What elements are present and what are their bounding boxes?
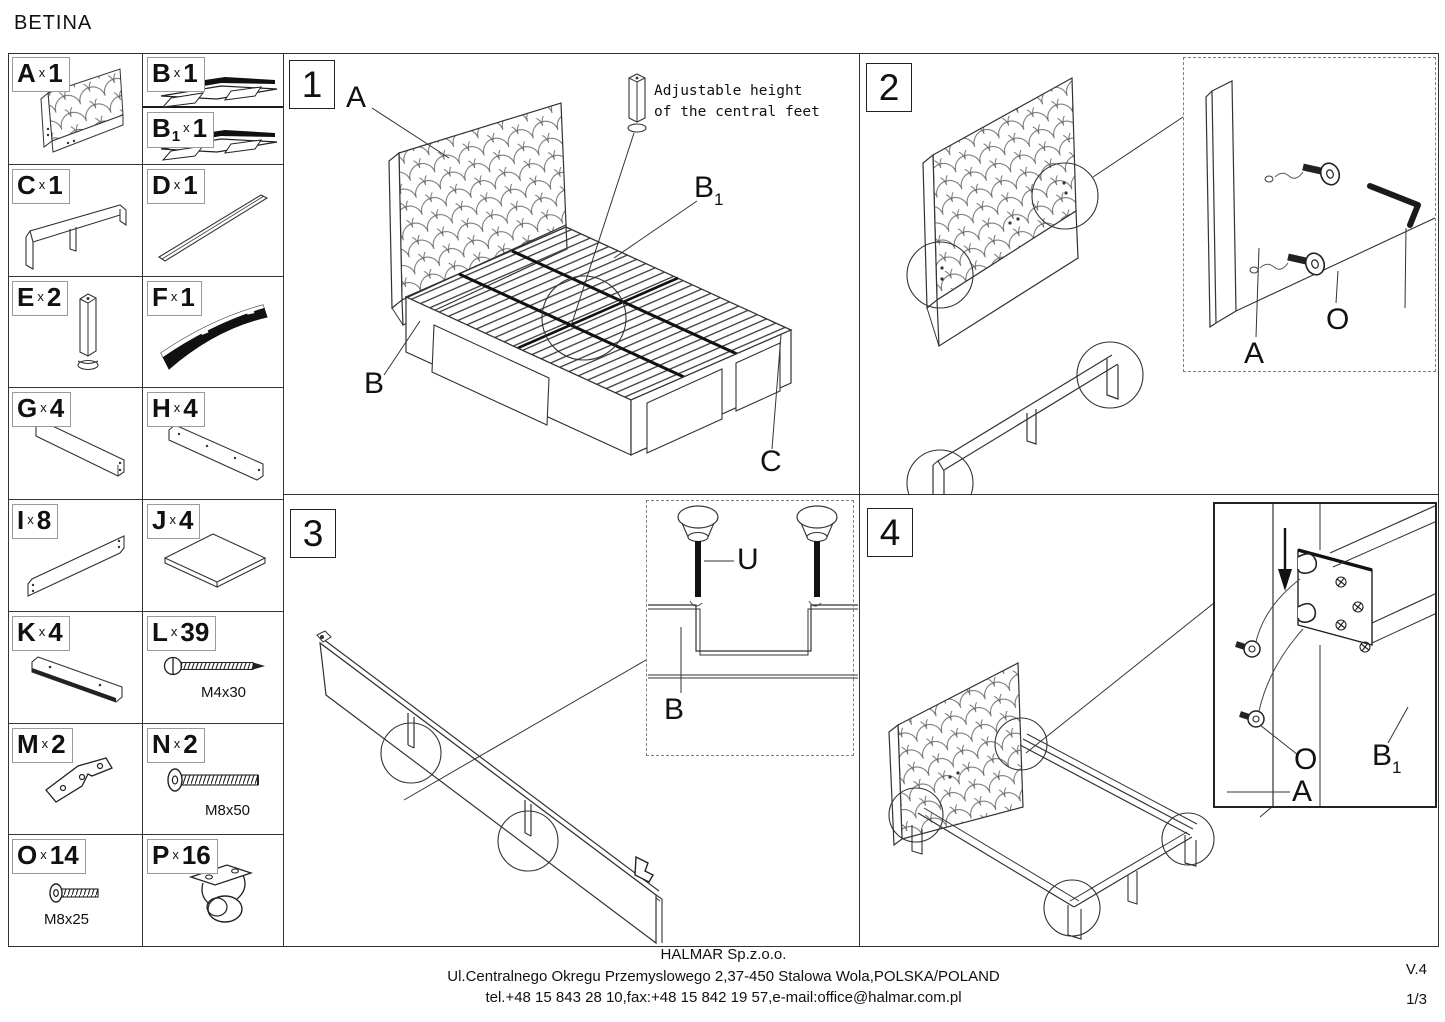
company-contact: tel.+48 15 843 28 10,fax:+48 15 842 19 57,e-mail:office@halmar.com.pl bbox=[485, 989, 962, 1006]
part-badge-e: E $^x$ 2 bbox=[12, 281, 68, 316]
bolt-size-label: M8x50 bbox=[205, 801, 251, 819]
callout-o: O bbox=[1326, 303, 1350, 336]
part-cell-l bbox=[143, 612, 283, 724]
adjustable-feet-note: Adjustable height of the central feet bbox=[654, 83, 820, 120]
part-subcell-b bbox=[143, 53, 283, 108]
step1-number: 1 bbox=[289, 60, 335, 109]
part-badge-j: J $^x$ 4 bbox=[147, 504, 200, 539]
step3-drawing bbox=[284, 495, 860, 946]
page-number: 1/3 bbox=[1406, 991, 1427, 1008]
callout-o: O bbox=[1294, 743, 1318, 776]
part-badge-m: M $^x$ 2 bbox=[12, 728, 73, 763]
screw-size-label: M4x30 bbox=[201, 683, 247, 701]
page-title: BETINA bbox=[14, 12, 93, 34]
part-badge-f: F $^x$ 1 bbox=[147, 281, 202, 316]
step2-number: 2 bbox=[866, 63, 912, 112]
part-badge-n: N $^x$ 2 bbox=[147, 728, 205, 763]
callout-b1: $B_1$ bbox=[694, 171, 724, 209]
part-badge-g: G $^x$ 4 bbox=[12, 392, 71, 427]
step2-panel bbox=[860, 53, 1439, 495]
callout-b: B bbox=[664, 693, 685, 726]
callout-a: A bbox=[1292, 775, 1313, 808]
part-badge-b: B $^x$ 1 bbox=[147, 57, 205, 92]
part-badge-c: C $^x$ 1 bbox=[12, 169, 70, 204]
footer bbox=[8, 944, 1439, 1009]
bolt-size-label: M8x25 bbox=[44, 911, 90, 929]
callout-a: A bbox=[1244, 337, 1265, 370]
part-cell-m bbox=[8, 724, 143, 836]
part-cell-g bbox=[8, 388, 143, 500]
part-cell-o bbox=[8, 835, 143, 947]
part-badge-p: P $^x$ 16 bbox=[147, 839, 218, 874]
step4-panel bbox=[860, 495, 1439, 947]
part-cell-p bbox=[143, 835, 283, 947]
callout-a: A bbox=[346, 81, 367, 114]
step4-drawing bbox=[860, 495, 1439, 946]
part-cell-h bbox=[143, 388, 283, 500]
part-badge-a: A $^x$ 1 bbox=[12, 57, 70, 92]
part-badge-i: I $^x$ 8 bbox=[12, 504, 58, 539]
version-label: V.4 bbox=[1405, 961, 1427, 978]
company-name: HALMAR Sp.z.o.o. bbox=[660, 946, 787, 963]
part-badge-d: D $^x$ 1 bbox=[147, 169, 205, 204]
step1-panel bbox=[284, 53, 860, 495]
part-cell-n bbox=[143, 724, 283, 836]
parts-list bbox=[8, 53, 284, 947]
part-cell-k bbox=[8, 612, 143, 724]
part-badge-l: L $^x$ 39 bbox=[147, 616, 216, 651]
callout-b: B bbox=[364, 367, 385, 400]
step3-panel bbox=[284, 495, 860, 947]
step3-number: 3 bbox=[290, 509, 336, 558]
callout-b1: $B_1$ bbox=[1372, 739, 1402, 777]
callout-u: U bbox=[737, 543, 759, 576]
part-cell-d bbox=[143, 165, 283, 277]
part-badge-h: H $^x$ 4 bbox=[147, 392, 205, 427]
part-subcell-b1 bbox=[143, 108, 283, 163]
step4-number: 4 bbox=[867, 508, 913, 557]
part-badge-k: K $^x$ 4 bbox=[12, 616, 70, 651]
callout-c: C bbox=[760, 445, 782, 478]
part-cell-j bbox=[143, 500, 283, 612]
part-badge-b1: B1$^x$ 1 bbox=[147, 112, 214, 148]
part-cell-c bbox=[8, 165, 143, 277]
company-address: Ul.Centralnego Okregu Przemyslowego 2,37-450 Stalowa Wola,POLSKA/POLAND bbox=[447, 967, 1000, 985]
part-cell-b bbox=[143, 53, 283, 165]
part-cell-e bbox=[8, 277, 143, 389]
part-badge-o: O $^x$ 14 bbox=[12, 839, 86, 874]
part-cell-i bbox=[8, 500, 143, 612]
part-cell-f bbox=[143, 277, 283, 389]
version-page-info bbox=[1406, 955, 1427, 1015]
part-cell-a bbox=[8, 53, 143, 165]
step2-drawing bbox=[860, 53, 1439, 494]
